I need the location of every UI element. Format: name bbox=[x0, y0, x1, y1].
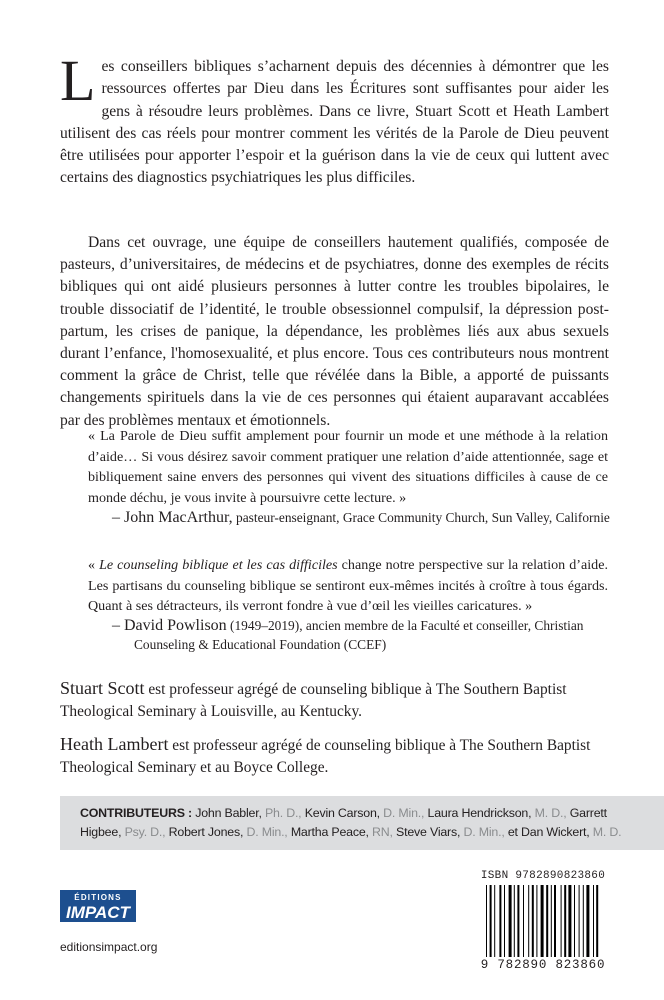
book-title-italic: Le counseling biblique et les cas difficiles bbox=[99, 557, 338, 573]
barcode-bar bbox=[564, 885, 566, 957]
attribution-name: – John MacArthur, bbox=[112, 509, 233, 526]
contributor-degree: Ph. D., bbox=[264, 806, 302, 820]
drop-cap: L bbox=[60, 48, 96, 113]
barcode-bar bbox=[574, 885, 575, 957]
description-paragraph: Dans cet ouvrage, une équipe de conseillers hautement qualifiés, composée de pasteurs, d’universitaires, de médecins et de psychiatres, donne des exemples de récits bibliques qui ont aidé plusieurs personnes à lutter contre les troubles bipolaires, le trouble dissociatif de l’identité, le trouble obsessionnel compulsif, la dépression post-partum, les crises de panique, la dépendance, les problèmes liés aux abus sexuels durant l’enfance, l'homosexualité, et plus encore. Tous ces contributeurs nous montrent comment la grâce de Christ, telle que révélée dans la Bible, a apporté de puissants changements spirituels dans la vie de ces personnes qui étaient auparavant accablées par des problèmes mentaux et émotionnels. bbox=[60, 234, 609, 429]
publisher-website[interactable]: editionsimpact.org bbox=[60, 940, 158, 954]
contributor-name: Steve Viars, bbox=[396, 825, 461, 839]
author-bio-text: est professeur agrégé de counseling biblique à The Southern Baptist Theological Seminary et au Boyce College. bbox=[60, 737, 591, 776]
contributor-degree: D. Min., bbox=[383, 806, 425, 820]
contributor-name: Laura Hendrickson, bbox=[427, 806, 532, 820]
barcode-bar bbox=[494, 885, 495, 957]
quote-open: « bbox=[88, 557, 100, 573]
barcode-bar bbox=[536, 885, 537, 957]
contributor-name: John Babler, bbox=[195, 806, 262, 820]
barcode-bar bbox=[490, 885, 492, 957]
contributor-name: et Dan Wickert, bbox=[507, 825, 590, 839]
author-name: Stuart Scott bbox=[60, 678, 145, 698]
barcode-bar bbox=[546, 885, 548, 957]
quote-text: change notre perspective sur la relation d’aide. Les partisans du counseling biblique se sentiront eux-mêmes incités à croître à tous égards. Quant à ses détracteurs, ils verront fondre à vue d’œil les vieilles caricatures. » bbox=[88, 557, 608, 614]
isbn-digits: 9 782890 823860 bbox=[480, 958, 606, 972]
quote-attribution-powlison bbox=[112, 616, 612, 654]
barcode-bar bbox=[532, 885, 534, 957]
contributor-degree: D. Min., bbox=[246, 825, 288, 839]
contributor-degree: RN, bbox=[372, 825, 393, 839]
contributor-degree: D. Min., bbox=[463, 825, 505, 839]
attribution-role-line1: (1949–2019), ancien membre de la Faculté et conseiller, Christian bbox=[230, 618, 584, 633]
barcode-bar bbox=[517, 885, 519, 957]
author-name: Heath Lambert bbox=[60, 734, 169, 754]
contributors-band bbox=[60, 796, 664, 850]
barcode-bar bbox=[523, 885, 524, 957]
barcode-bar bbox=[499, 885, 501, 957]
barcode-bar bbox=[509, 885, 512, 957]
contributor-name: Garrett Higbee, bbox=[80, 806, 607, 839]
barcode-bar bbox=[551, 885, 552, 957]
contributors-label: CONTRIBUTEURS : bbox=[80, 806, 192, 820]
intro-text: es conseillers bibliques s’acharnent depuis des décennies à démontrer que les ressources offertes par Dieu dans les Écritures sont suffisantes pour aider les gens à résoudre leurs problèmes. Dans ce livre, Stuart Scott et Heath Lambert utilisent des cas réels pour montrer comment les vérités de la Parole de Dieu peuvent être utilisées pour apporter l’espoir et la guérison dans la vie de ceux qui luttent avec certains des diagnostics psychiatriques les plus difficiles. bbox=[60, 58, 609, 187]
barcode-bar bbox=[583, 885, 584, 957]
barcode-bar bbox=[586, 885, 589, 957]
logo-top-text: ÉDITIONS bbox=[74, 893, 122, 902]
barcode-bar bbox=[596, 885, 598, 957]
author-bio-lambert bbox=[60, 734, 609, 778]
contributor-name: Robert Jones, bbox=[168, 825, 244, 839]
contributor-degree: M. D. bbox=[592, 825, 622, 839]
barcode-bar bbox=[554, 885, 556, 957]
quote-attribution-macarthur bbox=[112, 508, 612, 527]
barcode-bar bbox=[486, 885, 487, 957]
barcode-bar bbox=[579, 885, 580, 957]
publisher-logo bbox=[60, 890, 136, 922]
attribution-role-line2: Counseling & Educational Foundation (CCEF) bbox=[134, 637, 387, 652]
isbn-barcode bbox=[478, 870, 608, 976]
barcode-bar bbox=[504, 885, 505, 957]
contributor-name: Kevin Carson, bbox=[304, 806, 380, 820]
contributor-degree: Psy. D., bbox=[124, 825, 166, 839]
barcode-icon bbox=[484, 885, 602, 957]
barcode-bar bbox=[514, 885, 515, 957]
contributor-name: Martha Peace, bbox=[290, 825, 369, 839]
attribution-role: pasteur-enseignant, Grace Community Church, Sun Valley, Californie bbox=[236, 510, 610, 525]
barcode-bar bbox=[541, 885, 544, 957]
intro-paragraph bbox=[60, 48, 609, 190]
quote-powlison bbox=[88, 555, 608, 617]
contributors-list bbox=[80, 804, 650, 842]
isbn-label: ISBN 9782890823860 bbox=[480, 870, 606, 882]
logo-main-text: IMPACT bbox=[66, 903, 130, 922]
author-bio-text: est professeur agrégé de counseling biblique à The Southern Baptist Theological Seminary à Louisville, au Kentucky. bbox=[60, 681, 567, 720]
barcode-bar bbox=[568, 885, 571, 957]
attribution-name: – David Powlison bbox=[112, 617, 227, 634]
contributor-degree: M. D., bbox=[534, 806, 567, 820]
quote-macarthur: « La Parole de Dieu suffit amplement pour fournir un mode et une méthode à la relation d’aide… Si vous désirez savoir comment pratiquer une relation d’aide attentionnée, sage et bibliquement saine envers des personnes qui vivent des situations difficiles à cause de ce monde déchu, je vous invite à poursuivre cette lecture. » bbox=[88, 428, 608, 506]
barcode-bar bbox=[561, 885, 562, 957]
author-bio-scott bbox=[60, 678, 609, 722]
barcode-bar bbox=[528, 885, 529, 957]
barcode-bar bbox=[593, 885, 594, 957]
